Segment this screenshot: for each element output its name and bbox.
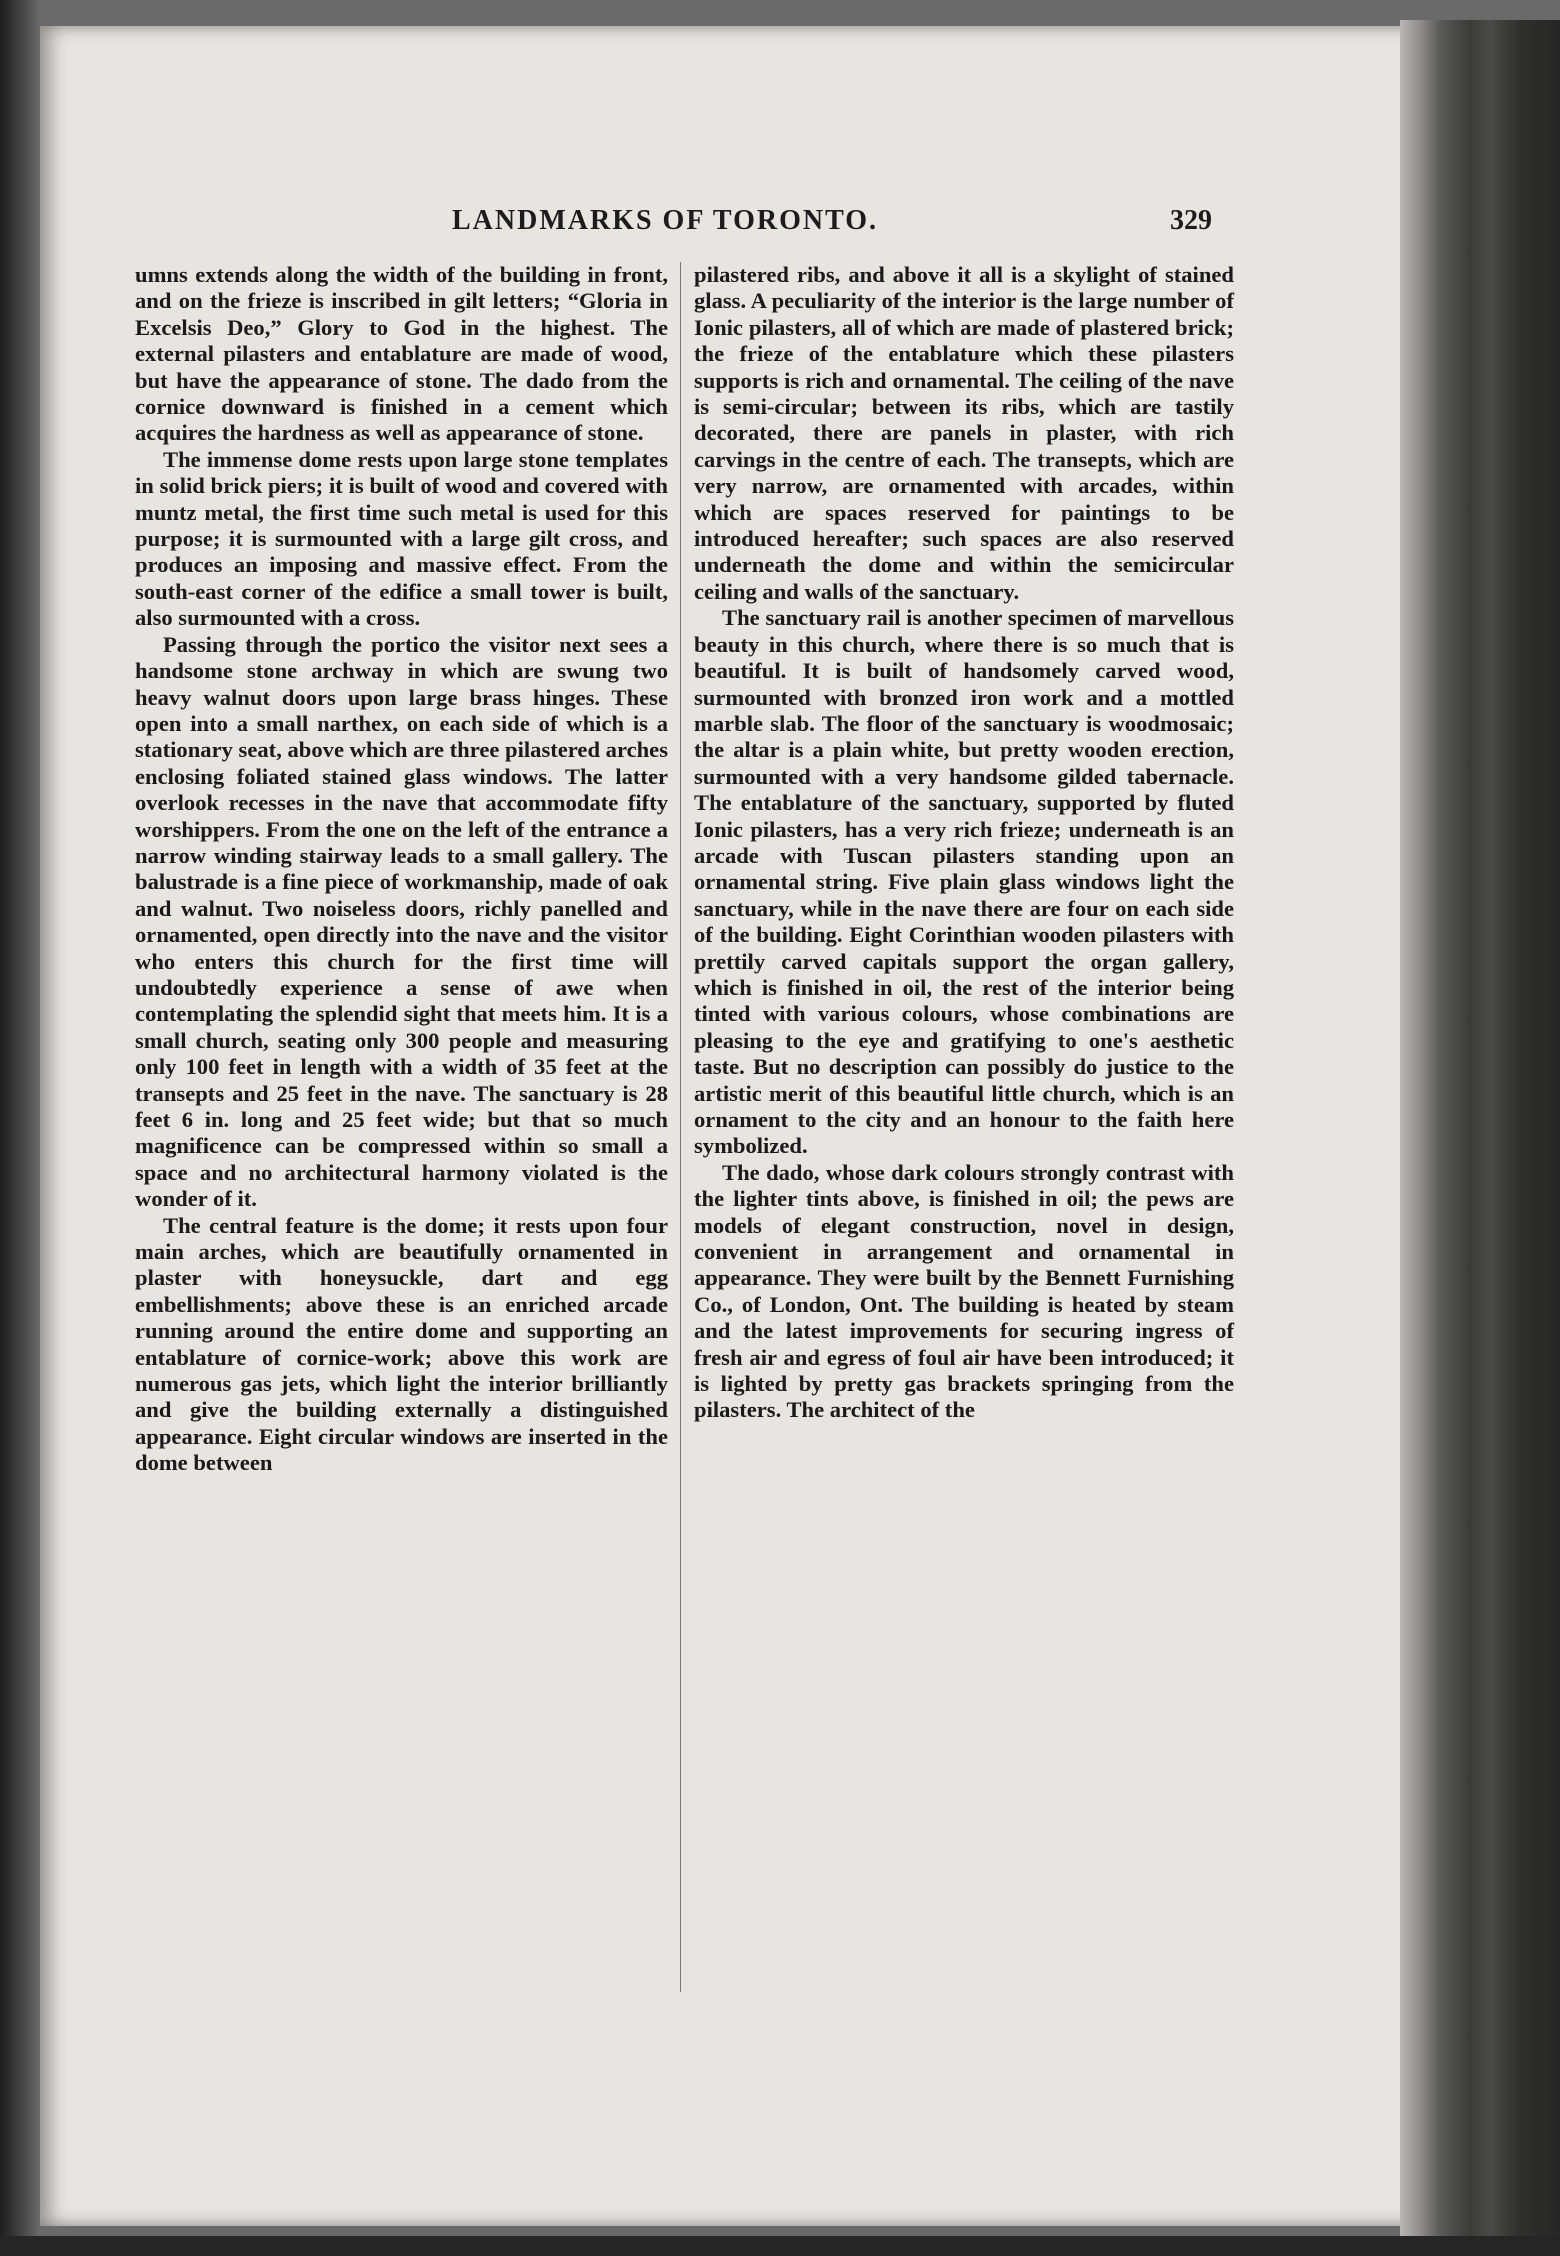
book-page-edges (1400, 20, 1560, 2256)
running-title: LANDMARKS OF TORONTO. (452, 205, 879, 236)
paragraph: pilastered ribs, and above it all is a skylight of stained glass. A peculiarity of the interior is the large number of Ionic pilasters, all of which are made of plastered brick; the frieze of the entablature which these pilasters supports is rich and ornamental. The ceiling of the nave is semi-circular; between its ribs, which are tastily decorated, there are panels in plaster, with rich carvings in the centre of each. The transepts, which are very narrow, are ornamented with arcades, within which are spaces reserved for paintings to be introduced hereafter; such spaces are also reserved underneath the dome and within the semicircular ceiling and walls of the sanctuary. (694, 262, 1234, 604)
paragraph: The central feature is the dome; it rests upon four main arches, which are beautifully ornamented in plaster with honeysuckle, dart and egg embellishments; above these is an enriched arcade running around the entire dome and supporting an entablature of cornice-work; above this work are numerous gas jets, which light the interior brilliantly and give the building externally a distinguished appearance. Eight circular windows are inserted in the dome between (135, 1212, 668, 1476)
paragraph: The dado, whose dark colours strongly contrast with the lighter tints above, is finished in oil; the pews are models of elegant construction, novel in design, convenient in arrangement and ornamental in appearance. They were built by the Bennett Furnishing Co., of London, Ont. The building is heated by steam and the latest improvements for securing ingress of fresh air and egress of foul air have been introduced; it is lighted by pretty gas brackets springing from the pilasters. The architect of the (694, 1159, 1234, 1423)
column-divider (680, 262, 681, 1992)
paragraph: The sanctuary rail is another specimen of marvellous beauty in this church, where there is so much that is beautiful. It is built of handsomely carved wood, surmounted with bronzed iron work and a mottled marble slab. The floor of the sanctuary is woodmosaic; the altar is a plain white, but pretty wooden erection, surmounted with a very handsome gilded tabernacle. The entablature of the sanctuary, supported by fluted Ionic pilasters, has a very rich frieze; underneath is an arcade with Tuscan pilasters standing upon an ornamental string. Five plain glass windows light the sanctuary, while in the nave there are four on each side of the building. Eight Corinthian wooden pilasters with prettily carved capitals support the organ gallery, which is finished in oil, the rest of the interior being tinted with various colours, whose combinations are pleasing to the eye and gratifying to one's aesthetic taste. But no description can possibly do justice to the artistic merit of this beautiful little church, which is an ornament to the city and an honour to the faith here symbolized. (694, 605, 1234, 1159)
paragraph: umns extends along the width of the building in front, and on the frieze is inscribed in gilt letters; “Gloria in Excelsis Deo,” Glory to God in the highest. The external pilasters and entablature are made of wood, but have the appearance of stone. The dado from the cornice downward is finished in a cement which acquires the hardness as well as appearance of stone. (135, 262, 668, 446)
paragraph: The immense dome rests upon large stone templates in solid brick piers; it is built of wood and covered with muntz metal, the first time such metal is used for this purpose; it is surmounted with a large gilt cross, and produces an imposing and massive effect. From the south-east corner of the edifice a small tower is built, also surmounted with a cross. (135, 446, 668, 631)
right-column (694, 262, 1234, 1424)
left-column (135, 262, 668, 1477)
page-header (452, 205, 1212, 245)
page-number: 329 (1170, 205, 1212, 236)
scan-bottom-edge (0, 2236, 1560, 2256)
paragraph: Passing through the portico the visitor next sees a handsome stone archway in which are swung two heavy walnut doors upon large brass hinges. These open into a small narthex, on each side of which is a stationary seat, above which are three pilastered arches enclosing foliated stained glass windows. The latter overlook recesses in the nave that accommodate fifty worshippers. From the one on the left of the entrance a narrow winding stairway leads to a small gallery. The balustrade is a fine piece of workmanship, made of oak and walnut. Two noiseless doors, richly panelled and ornamented, open directly into the nave and the visitor who enters this church for the first time will undoubtedly experience a sense of awe when contemplating the splendid sight that meets him. It is a small church, seating only 300 people and measuring only 100 feet in length with a width of 35 feet at the transepts and 25 feet in the nave. The sanctuary is 28 feet 6 in. long and 25 feet wide; but that so much magnificence can be compressed within so small a space and no architectural harmony violated is the wonder of it. (135, 631, 668, 1212)
